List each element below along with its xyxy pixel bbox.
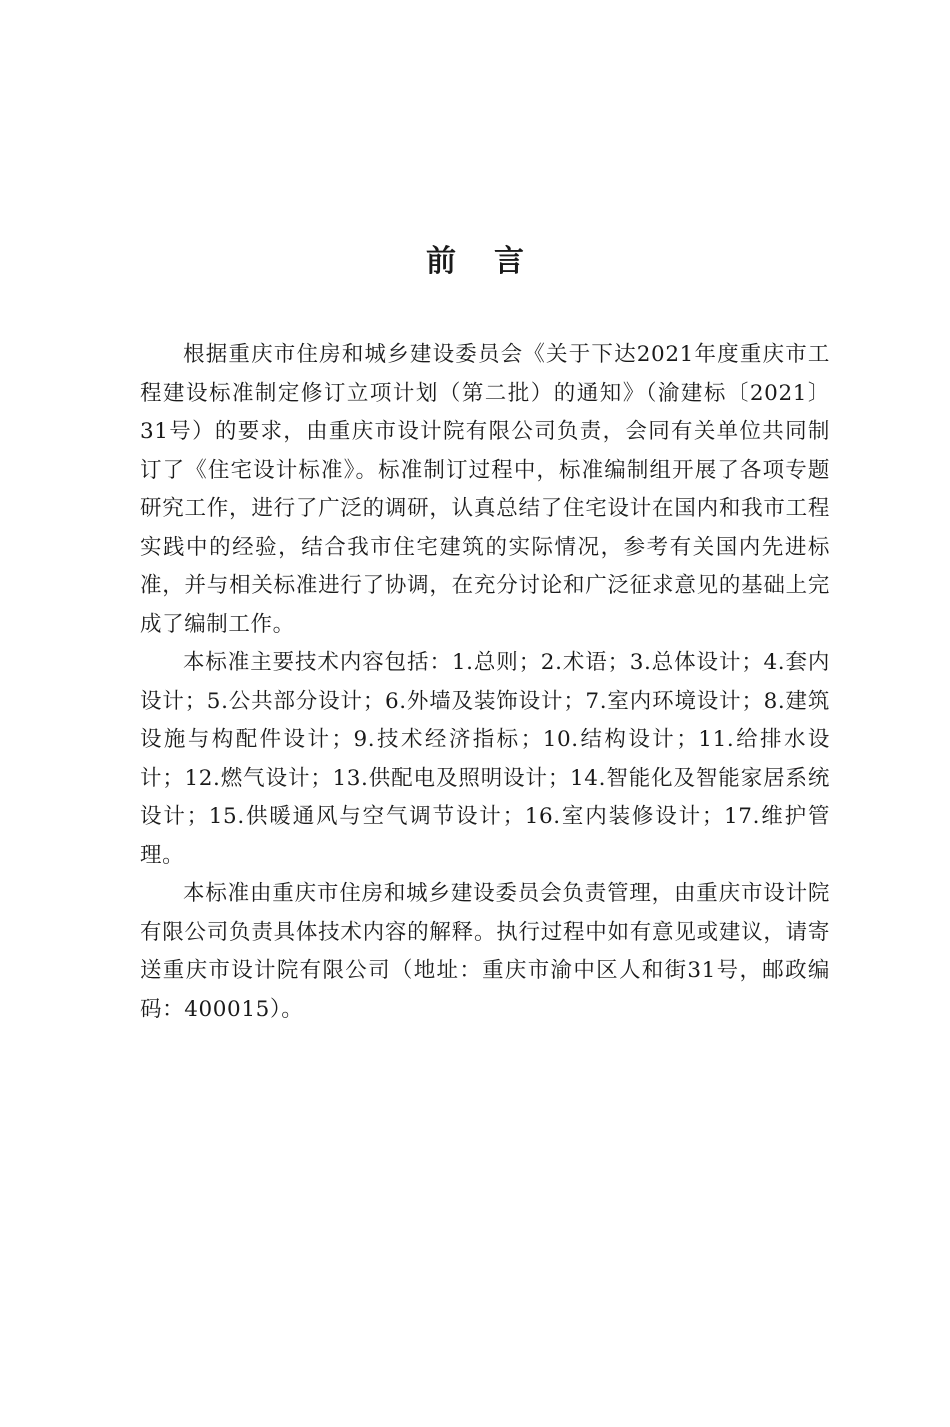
paragraph-contents: 本标准主要技术内容包括：1.总则；2.术语；3.总体设计；4.套内设计；5.公共部分设计；6.外墙及装饰设计；7.室内环境设计；8.建筑设施与构配件设计；9.技术经济指标；10.结构设计；11.给排水设计；12.燃气设计；13.供配电及照明设计；14.智能化及智能家居系统设计；15.供暖通风与空气调节设计；16.室内装修设计；17.维护管理。: [140, 650, 830, 868]
body-text: [140, 336, 830, 1029]
paragraph-background: 根据重庆市住房和城乡建设委员会《关于下达2021年度重庆市工程建设标准制定修订立项计划（第二批）的通知》（渝建标〔2021〕31号）的要求，由重庆市设计院有限公司负责，会同有关单位共同制订了《住宅设计标准》。标准制订过程中，标准编制组开展了各项专题研究工作，进行了广泛的调研，认真总结了住宅设计在国内和我市工程实践中的经验，结合我市住宅建筑的实际情况，参考有关国内先进标准，并与相关标准进行了协调，在充分讨论和广泛征求意见的基础上完成了编制工作。: [140, 342, 830, 637]
paragraph-management: 本标准由重庆市住房和城乡建设委员会负责管理，由重庆市设计院有限公司负责具体技术内容的解释。执行过程中如有意见或建议，请寄送重庆市设计院有限公司（地址：重庆市渝中区人和街31号，邮政编码：400015）。: [140, 881, 830, 1022]
page-title: 前言: [426, 244, 562, 279]
